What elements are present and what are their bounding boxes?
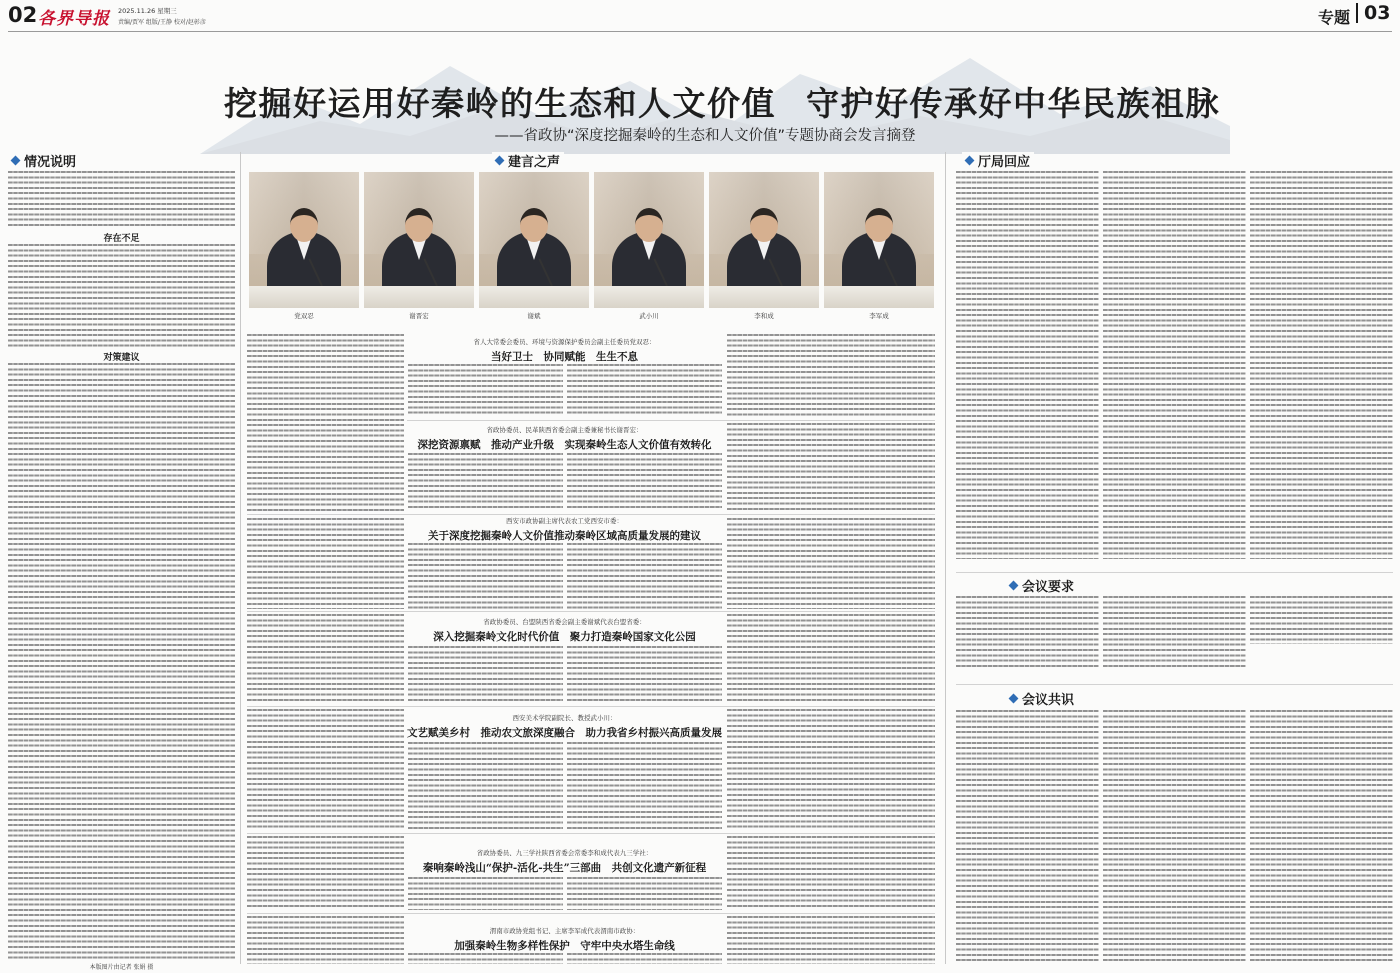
article-body (1103, 171, 1246, 559)
column-divider (240, 152, 241, 964)
section-header-suggestions (492, 152, 564, 168)
photo-credit: 本版图片由记者 张娟 摄 (89, 964, 154, 971)
article-title: 深挖资源禀赋 推动产业升级 实现秦岭生态人文价值有效转化 (417, 439, 712, 451)
article-byline: 省政协委员、台盟陕西省委会副主委谢斌代表台盟省委： (483, 618, 646, 626)
section-header-department-responses (962, 152, 1034, 168)
article-body (727, 916, 935, 964)
article-body (1103, 596, 1246, 668)
speaker-head (750, 208, 778, 242)
article-body (727, 518, 935, 609)
article-heading (407, 926, 722, 953)
photo-caption: 谢晋宏 (409, 312, 429, 320)
article-title: 加强秦岭生物多样性保护 守牢中央水塔生命线 (454, 940, 675, 952)
article-body (247, 836, 404, 910)
article-body (247, 518, 404, 609)
article-body (727, 709, 935, 830)
section-header-situation (8, 152, 80, 168)
article-body (408, 453, 563, 511)
section-title: 厅局回应 (978, 154, 1031, 170)
diamond-icon (1009, 693, 1019, 703)
article-heading (407, 848, 722, 875)
article-byline: 西安美术学院副院长、教授武小川： (512, 714, 617, 722)
page-number-right: 03 (1356, 3, 1390, 23)
page-title (222, 78, 1222, 125)
speaker-head (635, 208, 663, 242)
article-body (956, 171, 1099, 559)
diamond-icon (11, 155, 21, 165)
speaker-photo (249, 172, 359, 308)
photo-caption: 李军成 (869, 312, 889, 320)
section-header-meeting-consensus (1006, 690, 1078, 706)
article-divider (247, 833, 935, 834)
article-body (408, 742, 563, 830)
section-divider (956, 684, 1393, 685)
article-byline: 渭南市政协党组书记、主席李军成代表渭南市政协： (489, 927, 640, 935)
article-title: 文艺赋美乡村 推动农文旅深度融合 助力我省乡村振兴高质量发展 (407, 727, 722, 739)
article-divider (247, 706, 935, 707)
subheading-shortcomings: 存在不足 (103, 234, 140, 244)
photo-caption: 武小川 (639, 312, 659, 320)
article-heading (407, 713, 722, 740)
article-body (567, 543, 722, 609)
article-heading (407, 516, 722, 543)
article-body (247, 916, 404, 964)
article-byline: 省人大常委会委员、环境与资源保护委员会副主任委员党双忍： (473, 338, 656, 346)
article-body (727, 614, 935, 703)
article-divider (247, 611, 935, 612)
header-divider (8, 31, 1392, 32)
article-body (408, 646, 563, 703)
article-body (408, 953, 563, 964)
article-body (1250, 171, 1393, 559)
article-body (8, 244, 235, 348)
page-title-part1: 挖掘好运用好秦岭的生态和人文价值 (224, 84, 776, 123)
diamond-icon (965, 155, 975, 165)
diamond-icon (1009, 580, 1019, 590)
article-body (1250, 710, 1393, 964)
article-body (956, 710, 1099, 964)
article-body (408, 543, 563, 609)
photo-caption: 李和成 (754, 312, 774, 320)
article-body (247, 334, 404, 512)
speaker-photo (364, 172, 474, 308)
article-byline: 省政协委员、民革陕西省委会副主委兼秘书长谢晋宏： (486, 426, 643, 434)
diamond-icon (495, 155, 505, 165)
article-body (247, 614, 404, 703)
article-body (567, 953, 722, 964)
speaker-photo (709, 172, 819, 308)
article-body (956, 596, 1099, 668)
article-body (247, 709, 404, 830)
issue-date: 2025.11.26 星期三 (118, 7, 177, 15)
editor-credits: 责编/贾军 组版/王静 校对/赵彰彦 (118, 19, 206, 26)
article-body (408, 877, 563, 910)
section-title: 建言之声 (508, 154, 561, 170)
section-divider (956, 572, 1393, 573)
article-byline: 省政协委员、九三学社陕西省委会常委李和成代表九三学社： (476, 849, 653, 857)
article-divider (247, 514, 935, 515)
article-heading (407, 617, 722, 644)
speaker-photo (824, 172, 934, 308)
article-title: 深入挖掘秦岭文化时代价值 聚力打造秦岭国家文化公园 (433, 631, 696, 643)
column-divider (945, 152, 946, 964)
photo-caption: 党双忍 (294, 312, 314, 320)
article-body (567, 742, 722, 830)
article-divider (407, 420, 935, 421)
photo-caption: 谢斌 (527, 312, 541, 320)
speaker-photo (479, 172, 589, 308)
article-body (727, 423, 935, 511)
article-heading (407, 425, 722, 452)
article-body (8, 171, 235, 229)
article-body (408, 364, 563, 416)
speaker-photo (594, 172, 704, 308)
subheading-suggestions: 对策建议 (103, 353, 140, 363)
article-body (567, 646, 722, 703)
speaker-head (865, 208, 893, 242)
speaker-head (520, 208, 548, 242)
article-body (8, 363, 235, 959)
speaker-head (290, 208, 318, 242)
article-body (567, 453, 722, 511)
masthead-logo: 各界导报 (38, 9, 110, 29)
article-title: 当好卫士 协同赋能 生生不息 (491, 351, 638, 363)
article-body (1103, 710, 1246, 964)
article-title: 关于深度挖掘秦岭人文价值推动秦岭区域高质量发展的建议 (428, 530, 701, 542)
page-title-part2: 守护好传承好中华民族祖脉 (806, 84, 1220, 123)
article-body (567, 877, 722, 910)
section-header-meeting-requirements (1006, 577, 1078, 593)
page-number-left: 02 (8, 3, 38, 27)
section-label: 专题 (1318, 8, 1351, 27)
article-divider (247, 913, 935, 914)
article-body (727, 836, 935, 910)
section-title: 会议共识 (1022, 692, 1075, 708)
section-title: 会议要求 (1022, 579, 1075, 595)
article-body (567, 364, 722, 416)
article-body (727, 334, 935, 417)
speaker-head (405, 208, 433, 242)
article-body (1250, 596, 1393, 644)
page-subtitle: ——省政协“深度挖掘秦岭的生态和人文价值”专题协商会发言摘登 (494, 128, 916, 144)
article-title: 秦响秦岭浅山“保护-活化-共生”三部曲 共创文化遗产新征程 (422, 862, 707, 874)
article-byline: 西安市政协副主席代表农工党西安市委： (506, 517, 623, 525)
section-title: 情况说明 (24, 154, 77, 170)
article-heading (407, 337, 722, 364)
